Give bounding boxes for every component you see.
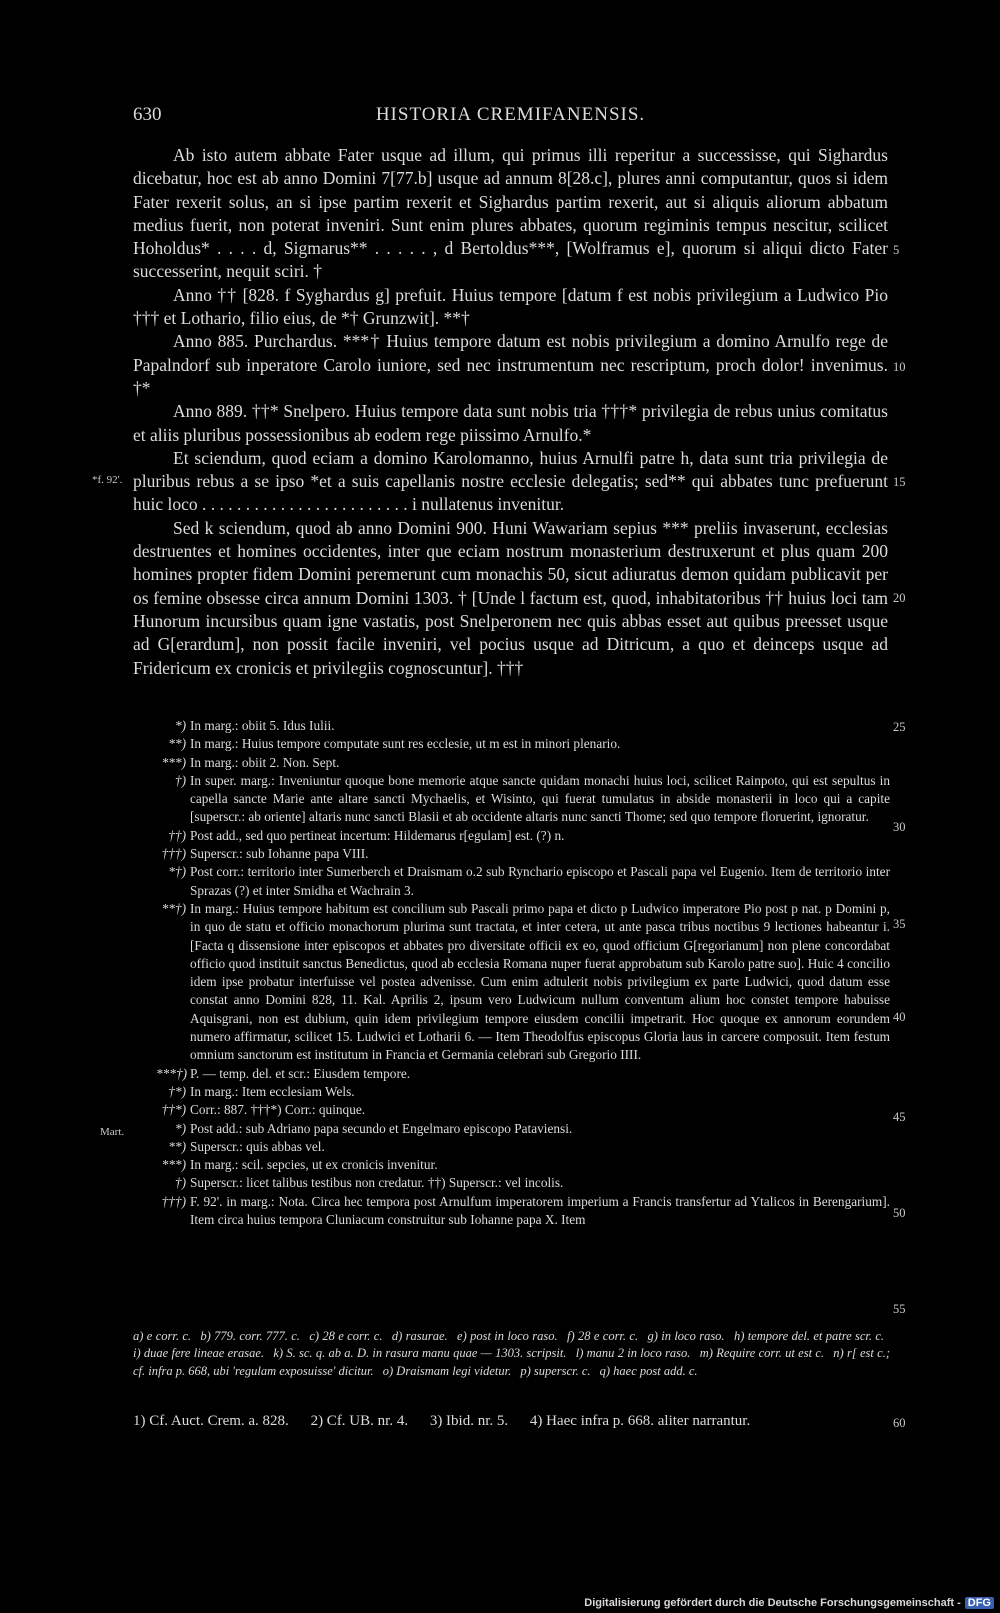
footnote [161, 900, 890, 1065]
footnote-text: In marg.: scil. sepcies, ut ex cronicis invenitur. [190, 1157, 438, 1173]
footnote-text: Post corr.: territorio inter Sumerberch et Draismam o.2 sub Rynchario episcopo et Pascali papa vel Eugenio. Item de territorio inter Sprazas (?) et inter Smidha et Wachrain 3. [190, 864, 890, 898]
reference: 1) Cf. Auct. Crem. a. 828. [133, 1413, 289, 1429]
line-number: 60 [893, 1416, 906, 1430]
apparatus-entry: b) 779. corr. 777. c. [200, 1329, 300, 1343]
main-text [133, 144, 888, 680]
footnote-mark: ††*) [161, 1102, 186, 1118]
footnote-mark: ***) [161, 754, 186, 770]
footnote-mark: †††) [161, 846, 186, 862]
footnote-mark: †*) [168, 1083, 186, 1099]
paragraph: Ab isto autem abbate Fater usque ad illum, qui primus illi reperitur a successisse, qui Sighardus dicebatur, hoc est ab anno Domini 7[77.b] usque ad annum 8[28.c], plures anni computantur, quos si idem Fater rexerit solus, an si ipse partim rexerit et Sighardus partim rexerit, aut si aliquis aliorum abbatum medius fuerit, non poterat inveniri. Sunt enim plures abbates, quorum regiminis tempus nescitur, scilicet Hoholdus* . . . . d, Sigmarus** . . . . . , d Bertoldus***, [Wolframus e], quorum si aliqui dicto Fater successerint, nequit sciri. † [133, 145, 888, 282]
footnote-text: In marg.: Item ecclesiam Wels. [190, 1083, 355, 1099]
line-number: 5 [893, 243, 900, 257]
footnote-text: Superscr.: quis abbas vel. [190, 1138, 325, 1154]
page-number: 630 [133, 104, 162, 125]
footnote-text: Post add., sed quo pertineat incertum: Hildemarus r[egulam] est. (?) n. [190, 827, 565, 843]
footnote [174, 1120, 890, 1138]
footnote-mark: *†) [168, 864, 186, 880]
apparatus-entry: q) haec post add. c. [599, 1363, 698, 1378]
footnote-text: F. 92'. in marg.: Nota. Circa hec tempora post Arnulfum imperatorem imperium a Francis transfertur ad Ytalicos in Berengarium]. Item circa huius tempora Cluniacum construitur sub Iohanne papa X. Item [190, 1193, 890, 1228]
footnote-text: Post add.: sub Adriano papa secundo et Engelmaro episcopo Pataviensi. [190, 1120, 573, 1136]
apparatus-entry: a) e corr. c. [133, 1329, 191, 1343]
footnote [174, 717, 890, 735]
line-number: 40 [893, 1010, 906, 1024]
paragraph: Anno †† [828. f Syghardus g] prefuit. Huius tempore [datum f est nobis privilegium a Ludwico Pio ††† et Lothario, filio eius, de *† Grunzwit]. **† [133, 284, 888, 329]
footnotes [156, 717, 890, 1229]
apparatus-entry: p) superscr. c. [520, 1363, 591, 1378]
footer-text: Digitalisierung gefördert durch die Deutsche Forschungsgemeinschaft - [584, 1597, 961, 1609]
footnote [168, 863, 890, 900]
footnote-text: In marg.: Huius tempore habitum est concilium sub Pascali primo papa et dicto p Ludwico imperatore Pio post p nat. p Domini p, in quo de statu et officio monachorum plurima sunt tractata, et inter cetera, ut ante pasca tribus noctibus 9 lectiones habeantur i. [Facta q dissensione inter episcopos et abbates pro diversitate officii ex eo, quod officium G[regorianum] non plene concordabat officio quod instituit sanctus Benedictus, quod ab ecclesia Romana nuper fuerat approbatum sub Karolo patre suo]. Huic 4 concilio idem ipse probatur interfuisse vel postea advenisse. Cum enim adtulerit nobis privilegium ex parte Ludwici, quod datum esse constat anno Domini 828, 11. Kal. Aprilis 2, ipsum vero Ludwicum nullum conventum alium hoc constet tempore habuisse Aquisgrani, non est dubium, quin idem privilegium tempore eiusdem concilii impetrarit. Hoc quoque ex annorum eorundem numero affirmatur, scilicet 15. Ludwici et Lotharii 6. — Item Theodolfus episcopus Gloria laus in carcere composuit. Item festum omnium sanctorum est institutum in Francia et Germania celebrari sub Gregorio IIII. [190, 900, 890, 1063]
footnote-text: In marg.: obiit 2. Non. Sept. [190, 754, 340, 770]
line-number: 10 [893, 360, 906, 374]
line-number: 50 [893, 1206, 906, 1220]
apparatus-entry: h) tempore del. et patre scr. c. [733, 1329, 885, 1343]
source-references [133, 1413, 890, 1430]
footnote-text: Superscr.: sub Iohanne papa VIII. [190, 846, 369, 862]
footnote-mark: ††) [168, 827, 186, 843]
apparatus-entry: o) Draismam legi videtur. [382, 1363, 512, 1378]
footnote-text: Corr.: 887. †††*) Corr.: quinque. [190, 1102, 366, 1118]
reference: 4) Haec infra p. 668. aliter narrantur. [529, 1413, 751, 1429]
line-number: 30 [893, 820, 906, 834]
footnote [161, 1156, 890, 1174]
line-number: 55 [893, 1302, 906, 1316]
footnote [168, 1083, 890, 1101]
footnote-text: Superscr.: licet talibus testibus non credatur. ††) Superscr.: vel incolis. [190, 1175, 564, 1191]
apparatus-entry: i) duae fere lineae erasae. [133, 1346, 265, 1361]
mart-margin-note: Mart. [100, 1126, 125, 1138]
footnote-mark: **†) [161, 900, 186, 916]
page-header [133, 104, 888, 134]
footnote [168, 1138, 890, 1156]
footnote-text: In marg.: Huius tempore computate sunt res ecclesie, ut m est in minori plenario. [190, 736, 621, 752]
apparatus-entry: e) post in loco raso. [457, 1329, 558, 1343]
footnote [168, 735, 890, 753]
folio-margin-note: *f. 92'. [92, 474, 123, 486]
footnote-mark: ***†) [156, 1065, 188, 1081]
apparatus-entry: g) in loco raso. [647, 1329, 725, 1343]
footnote-mark: †††) [161, 1193, 186, 1209]
line-number: 45 [893, 1110, 906, 1124]
footnote-mark: **) [168, 736, 186, 752]
footnote [174, 772, 890, 827]
paragraph: Anno 889. ††* Snelpero. Huius tempore data sunt nobis tria †††* privilegia de rebus unius comitatus et aliis pluribus possessionibus ab eodem rege piissimo Arnulfo.* [133, 401, 888, 445]
apparatus-entry: l) manu 2 in loco raso. [575, 1346, 691, 1361]
paragraph: Et sciendum, quod eciam a domino Karolomanno, huius Arnulfi patre h, data sunt tria privilegia de pluribus rebus a se ipso *et a suis capellanis nostre ecclesie delegatis; sed** qui abbates tunc prefuerunt huic loco . . . . . . . . . . . . . . . . . . . . . . . . i nullatenus invenitur. [133, 447, 888, 515]
paragraph: Sed k sciendum, quod ab anno Domini 900. Huni Wawariam sepius *** preliis invaserunt, ecclesias destruentes et homines occidentes, inter que eciam nostrum monasterium destruxerunt et plus quam 200 homines propter fidem Domini peremerunt cum monachis 50, sicut adiuratus demon quidam publicavit per os femine obsesse circa annum Domini 1303. † [Unde l factum est, quod, inhabitatoribus †† huius loci tam Hunorum incursibus quam igne vastatis, post Snelperonem nec quis abbas esset aut quibus preesset usque ad G[erardum], non possit facile inveniri, vel pocius usque ad Ditricum, a quo et deinceps usque ad Fridericum ex cronicis et privilegiis cognoscuntur]. ††† [133, 517, 888, 678]
line-number: 20 [893, 591, 906, 605]
critical-apparatus [133, 1328, 890, 1380]
reference: 2) Cf. UB. nr. 4. [310, 1413, 409, 1429]
footnote-text: In marg.: obiit 5. Idus Iulii. [190, 718, 335, 733]
apparatus-entry: f) 28 e corr. c. [567, 1329, 639, 1343]
footnote-mark: ***) [161, 1157, 186, 1173]
apparatus-entry: c) 28 e corr. c. [309, 1329, 383, 1343]
footnote-mark: †) [174, 1175, 186, 1191]
running-title: HISTORIA CREMIFANENSIS. [375, 104, 646, 125]
apparatus-entry: d) rasurae. [391, 1329, 448, 1343]
apparatus-entry: k) S. sc. q. ab a. D. in rasura manu quae — 1303. scripsit. [273, 1346, 567, 1361]
footnote-text: P. — temp. del. et scr.: Eiusdem tempore. [190, 1065, 411, 1081]
reference: 3) Ibid. nr. 5. [429, 1413, 509, 1429]
apparatus-entry: n) r[ est c.; cf. infra p. 668, ubi 'regulam exposuisse' dicitur. [133, 1346, 891, 1378]
footnote-mark: †) [174, 772, 186, 788]
dfg-logo: DFG [965, 1597, 994, 1609]
line-number: 35 [893, 917, 906, 931]
line-number: 25 [893, 720, 906, 734]
footnote [161, 754, 890, 772]
footnote [168, 827, 890, 845]
footnote-mark: *) [174, 718, 186, 733]
line-number: 15 [893, 475, 906, 489]
footnote [161, 1193, 890, 1230]
footnote-text: In super. marg.: Inveniuntur quoque bone memorie atque sancte quidam monachi huius loci, scilicet Rainpoto, qui est sepultus in capella sancte Marie ante altare sancti Mychaelis, et Wisinto, qui fuerat tumulatus in abside monasterii in loco qui a capite [superscr.: ab oriente] altaris nunc sancti Blasii et ab occidente altaris nunc sancti Thome; sed quo tempore floruerint, ignoratur. [190, 772, 890, 825]
apparatus-entry: m) Require corr. ut est c. [699, 1346, 824, 1361]
footnote [161, 845, 890, 863]
funding-footer [584, 1597, 994, 1609]
footnote-mark: **) [168, 1138, 186, 1154]
paragraph: Anno 885. Purchardus. ***† Huius tempore datum est nobis privilegium a domino Arnulfo rege de Papalndorf sub inperatore Carolo iuniore, sed nec instrumentum nec rescriptum, proch dolor! invenimus. †* [133, 331, 888, 398]
footnote [161, 1101, 890, 1119]
footnote [174, 1174, 890, 1192]
footnote-mark: *) [174, 1120, 186, 1136]
footnote [156, 1065, 890, 1083]
